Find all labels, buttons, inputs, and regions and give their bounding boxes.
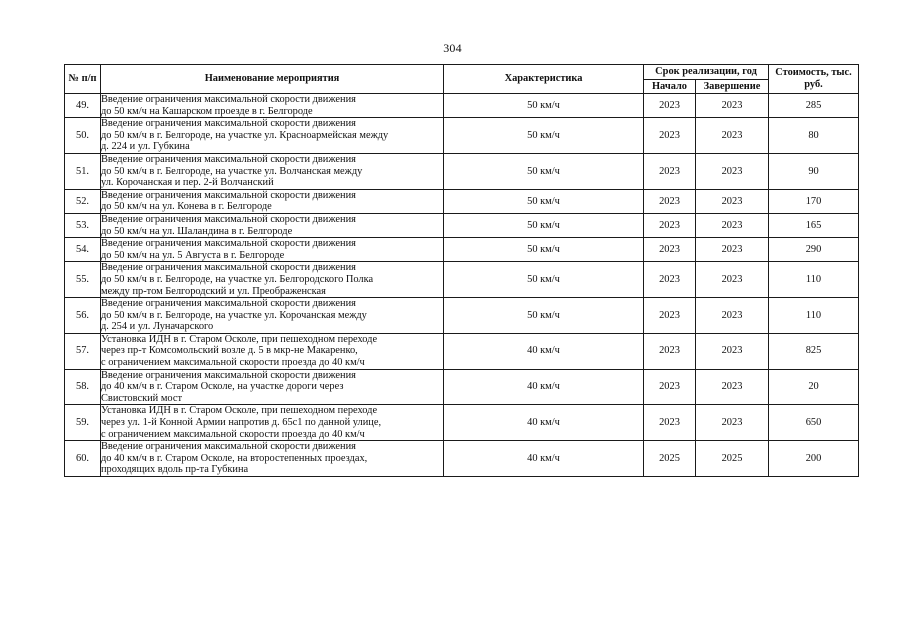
end-year: 2023 [696,369,769,405]
header-name: Наименование мероприятия [101,65,444,94]
measure-name-line: до 50 км/ч на ул. Шаландина в г. Белгороде [101,225,293,237]
header-cost: Стоимость, тыс. руб. [769,65,859,94]
measures-table [64,64,859,477]
header-period: Срок реализации, год [644,65,769,80]
table-row [65,94,859,118]
cost: 90 [769,153,859,189]
table-row [65,238,859,262]
characteristic: 40 км/ч [444,333,644,369]
characteristic: 50 км/ч [444,94,644,118]
table-row [65,369,859,405]
measure-name-line: до 50 км/ч на ул. 5 Августа в г. Белгороде [101,249,285,261]
measure-name-line: до 50 км/ч в г. Белгороде, на участке ул. Красноармейская между [101,129,389,141]
measure-name-line: до 40 км/ч в г. Старом Осколе, на второстепенных проездах, [101,452,368,464]
characteristic: 50 км/ч [444,238,644,262]
end-year: 2025 [696,441,769,477]
measure-name-line: Введение ограничения максимальной скорости движения [101,189,356,201]
characteristic: 50 км/ч [444,189,644,213]
measure-name [101,189,444,213]
measure-name-line: через ул. 1-й Конной Армии напротив д. 65с1 по данной улице, [101,417,382,429]
table-row [65,213,859,237]
measure-name-line: до 50 км/ч на Кашарском проезде в г. Белгороде [101,105,313,117]
row-number: 58. [65,369,101,405]
start-year: 2023 [644,153,696,189]
row-number: 51. [65,153,101,189]
start-year: 2023 [644,369,696,405]
end-year: 2023 [696,94,769,118]
end-year: 2023 [696,153,769,189]
characteristic: 40 км/ч [444,441,644,477]
measure-name [101,238,444,262]
end-year: 2023 [696,118,769,154]
table-row [65,441,859,477]
measure-name-line: с ограничением максимальной скорости проезда до 40 км/ч [101,428,365,440]
table-row [65,405,859,441]
row-number: 53. [65,213,101,237]
measure-name-line: д. 254 и ул. Луначарского [101,321,214,333]
characteristic: 50 км/ч [444,262,644,298]
start-year: 2023 [644,118,696,154]
cost: 80 [769,118,859,154]
measure-name [101,298,444,334]
measure-name-line: Введение ограничения максимальной скорости движения [101,238,356,250]
cost: 290 [769,238,859,262]
measure-name-line: Свистовский мост [101,392,183,404]
table-row [65,153,859,189]
start-year: 2023 [644,262,696,298]
measure-name [101,405,444,441]
end-year: 2023 [696,405,769,441]
cost: 170 [769,189,859,213]
measure-name-line: между пр-том Белгородский и ул. Преображенская [101,285,326,297]
table-row [65,118,859,154]
measure-name-line: до 50 км/ч в г. Белгороде, на участке ул. Корочанская между [101,309,367,321]
measure-name [101,153,444,189]
end-year: 2023 [696,213,769,237]
row-number: 56. [65,298,101,334]
row-number: 59. [65,405,101,441]
start-year: 2023 [644,405,696,441]
row-number: 57. [65,333,101,369]
cost: 200 [769,441,859,477]
cost: 110 [769,298,859,334]
measure-name-line: через пр-т Комсомольский возле д. 5 в мкр-не Макаренко, [101,345,358,357]
measure-name-line: Введение ограничения максимальной скорости движения [101,118,356,130]
measure-name-line: Введение ограничения максимальной скорости движения [101,441,356,453]
cost: 650 [769,405,859,441]
cost: 110 [769,262,859,298]
table-row [65,298,859,334]
cost: 165 [769,213,859,237]
end-year: 2023 [696,262,769,298]
start-year: 2023 [644,213,696,237]
characteristic: 40 км/ч [444,405,644,441]
measure-name [101,441,444,477]
start-year: 2023 [644,333,696,369]
header-end: Завершение [696,80,769,94]
start-year: 2023 [644,189,696,213]
end-year: 2023 [696,333,769,369]
row-number: 54. [65,238,101,262]
measure-name-line: д. 224 и ул. Губкина [101,141,190,153]
table-row [65,262,859,298]
measure-name-line: до 50 км/ч на ул. Конева в г. Белгороде [101,201,272,213]
row-number: 49. [65,94,101,118]
measure-name-line: Установка ИДН в г. Старом Осколе, при пешеходном переходе [101,405,378,417]
measure-name-line: до 50 км/ч в г. Белгороде, на участке ул. Волчанская между [101,165,363,177]
table-row [65,333,859,369]
measure-name-line: до 50 км/ч в г. Белгороде, на участке ул. Белгородского Полка [101,273,374,285]
measure-name-line: проходящих вдоль пр-та Губкина [101,464,249,476]
start-year: 2023 [644,298,696,334]
row-number: 60. [65,441,101,477]
header-characteristic: Характеристика [444,65,644,94]
measure-name-line: с ограничением максимальной скорости проезда до 40 км/ч [101,357,365,369]
characteristic: 40 км/ч [444,369,644,405]
measure-name-line: Установка ИДН в г. Старом Осколе, при пешеходном переходе [101,333,378,345]
measure-name [101,118,444,154]
measure-name [101,369,444,405]
row-number: 55. [65,262,101,298]
table-body [65,94,859,477]
table-row [65,189,859,213]
measure-name-line: Введение ограничения максимальной скорости движения [101,369,356,381]
characteristic: 50 км/ч [444,153,644,189]
characteristic: 50 км/ч [444,213,644,237]
row-number: 52. [65,189,101,213]
cost: 825 [769,333,859,369]
measure-name [101,333,444,369]
start-year: 2025 [644,441,696,477]
header-num: № п/п [65,65,101,94]
cost: 285 [769,94,859,118]
characteristic: 50 км/ч [444,298,644,334]
measure-name-line: ул. Корочанская и пер. 2-й Волчанский [101,177,274,189]
row-number: 50. [65,118,101,154]
measure-name [101,213,444,237]
characteristic: 50 км/ч [444,118,644,154]
measure-name-line: Введение ограничения максимальной скорости движения [101,298,356,310]
measure-name-line: до 40 км/ч в г. Старом Осколе, на участке дороги через [101,381,344,393]
measure-name-line: Введение ограничения максимальной скорости движения [101,94,356,105]
measure-name [101,262,444,298]
start-year: 2023 [644,94,696,118]
end-year: 2023 [696,189,769,213]
measure-name-line: Введение ограничения максимальной скорости движения [101,262,356,274]
end-year: 2023 [696,238,769,262]
start-year: 2023 [644,238,696,262]
cost: 20 [769,369,859,405]
end-year: 2023 [696,298,769,334]
page-number: 304 [443,41,462,55]
measure-name [101,94,444,118]
measure-name-line: Введение ограничения максимальной скорости движения [101,153,356,165]
header-start: Начало [644,80,696,94]
measure-name-line: Введение ограничения максимальной скорости движения [101,213,356,225]
